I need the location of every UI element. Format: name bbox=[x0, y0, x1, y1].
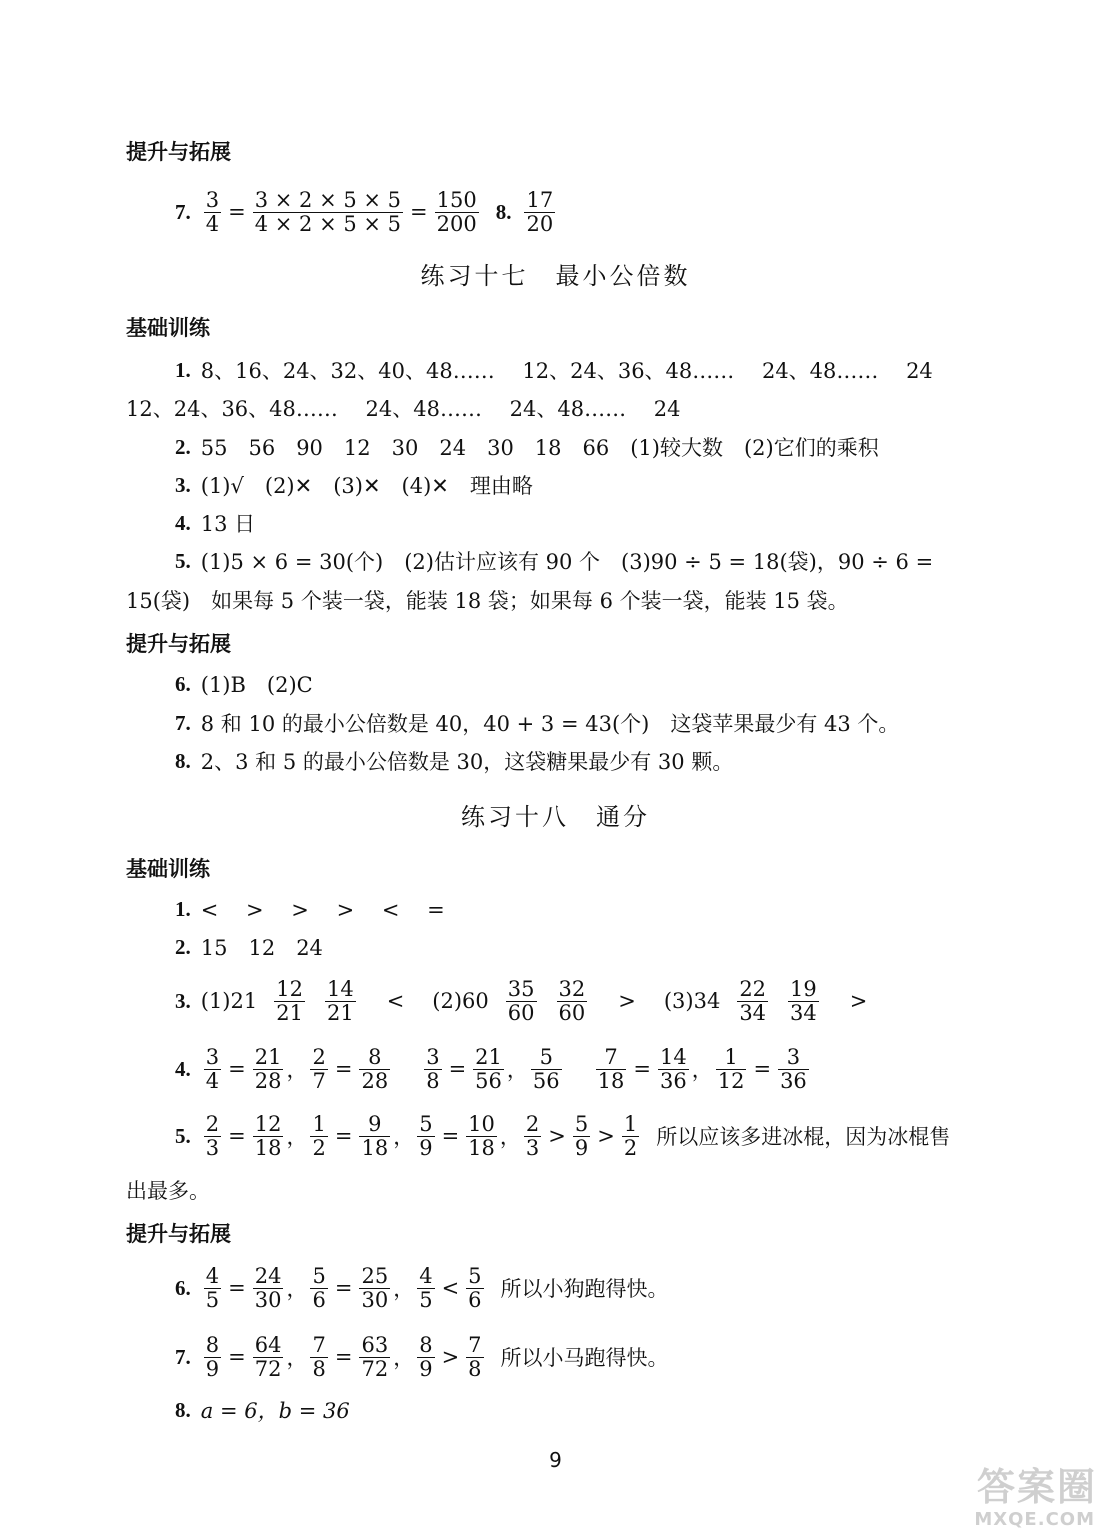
answer-7 bbox=[175, 705, 899, 741]
fraction: $\frac{8}{9}$ bbox=[205, 1333, 220, 1381]
answer-6: 6. $\frac{4}{5}$ = $\frac{24}{30}$ ， $\frac{5}{6}$ = $\frac{25}{30}$ ， $\frac{4}{5}$ < $\frac{5}{6}$ 所以小狗跑得快。 bbox=[175, 1264, 669, 1312]
item-number: 8. bbox=[495, 199, 512, 224]
answer-text: 8 和 10 的最小公倍数是 40，40 + 3 = 43(个) 这袋苹果最少有 43 个。 bbox=[200, 712, 900, 736]
answer-text: 15 12 24 bbox=[200, 936, 323, 960]
answer-4 bbox=[175, 505, 255, 541]
fraction: $\frac{9}{18}$ bbox=[361, 1112, 389, 1160]
fraction: $\frac{5}{9}$ bbox=[574, 1112, 589, 1160]
fraction: $\frac{2}{3}$ bbox=[205, 1112, 220, 1160]
item-number: 6. bbox=[175, 671, 191, 696]
fraction: $\frac{1}{12}$ bbox=[717, 1045, 745, 1093]
item-number: 1. bbox=[175, 357, 191, 382]
answer-text: (1)5 × 6 = 30(个) (2)估计应该有 90 个 (3)90 ÷ 5 = 18(袋)，90 ÷ 6 = bbox=[200, 550, 934, 574]
fraction: $\frac{4}{5}$ bbox=[419, 1264, 433, 1312]
item-number: 3. bbox=[175, 472, 191, 497]
answer-text: 2、3 和 5 的最小公倍数是 30，这袋糖果最少有 30 颗。 bbox=[200, 750, 734, 774]
answer-3 bbox=[175, 467, 533, 503]
item-number: 7. bbox=[175, 199, 191, 224]
item-number: 5. bbox=[175, 548, 191, 573]
fraction: $\frac{21}{28}$ bbox=[254, 1045, 282, 1093]
fraction: $\frac{2}{7}$ bbox=[312, 1045, 326, 1093]
answer-6 bbox=[175, 666, 313, 702]
item-number: 3. bbox=[175, 988, 191, 1013]
watermark-logo bbox=[957, 1456, 1097, 1530]
fraction: $\frac{35}{60}$ bbox=[507, 977, 535, 1025]
item-number: 2. bbox=[175, 934, 191, 959]
fraction: $\frac{8}{9}$ bbox=[419, 1333, 433, 1381]
section-heading: 提升与拓展 bbox=[126, 1222, 231, 1246]
fraction: $\frac{1}{2}$ bbox=[312, 1112, 326, 1160]
answer-text: 出最多。 bbox=[126, 1179, 210, 1203]
section-heading: 提升与拓展 bbox=[126, 632, 231, 656]
exercise-title: 练习十八 通分 bbox=[461, 803, 650, 831]
item-number: 6. bbox=[175, 1275, 191, 1300]
fraction: $\frac{150}{200}$ bbox=[436, 188, 477, 236]
section-heading: 基础训练 bbox=[126, 857, 210, 881]
answer-text: (1)B (2)C bbox=[200, 673, 313, 697]
answer-4: 4. $\frac{3}{4}$ = $\frac{21}{28}$ ， $\frac{2}{7}$ = $\frac{8}{28}$ $\frac{3}{8}$ = $\frac{21}{56}$ ， $\frac{5}{56}$ $\frac{7}{18}$ = $\frac{14}{36}$ ， $\frac{1}{12}$ = $\frac{3}{36}$ bbox=[175, 1045, 807, 1093]
relation: > bbox=[618, 989, 636, 1013]
item-number: 1. bbox=[175, 896, 191, 921]
exercise-title: 练习十七 最小公倍数 bbox=[420, 262, 691, 290]
item-number: 2. bbox=[175, 434, 191, 459]
answer-8 bbox=[175, 1392, 350, 1428]
answer-text: (1)21 bbox=[200, 989, 258, 1013]
fraction: $\frac{3}{4}$ bbox=[205, 188, 220, 236]
fraction: $\frac{22}{34}$ bbox=[739, 977, 767, 1025]
fraction: $\frac{63}{72}$ bbox=[361, 1333, 389, 1381]
watermark-url: MXQE.COM bbox=[974, 1509, 1095, 1530]
fraction: $\frac{1}{2}$ bbox=[623, 1112, 638, 1160]
answer-text: 55 56 90 12 30 24 30 18 66 (1)较大数 (2)它们的乘积 bbox=[200, 436, 879, 460]
watermark-text: 答案圈 bbox=[976, 1465, 1097, 1509]
relation: < bbox=[386, 989, 405, 1013]
relation: > bbox=[849, 989, 868, 1013]
item-number: 7. bbox=[175, 710, 191, 735]
item-number: 4. bbox=[175, 510, 191, 535]
answer-5-continued bbox=[126, 582, 849, 618]
fraction: $\frac{25}{30}$ bbox=[361, 1264, 389, 1312]
fraction: $\frac{7}{18}$ bbox=[597, 1045, 625, 1093]
item-number: 8. bbox=[175, 748, 191, 773]
fraction: $\frac{5}{9}$ bbox=[419, 1112, 433, 1160]
answer-text: 15(袋) 如果每 5 个装一袋，能装 18 袋；如果每 6 个装一袋，能装 15 袋。 bbox=[126, 589, 849, 613]
fraction: $\frac{64}{72}$ bbox=[254, 1333, 282, 1381]
answer-5-continued bbox=[126, 1172, 210, 1208]
answer-2 bbox=[175, 929, 323, 965]
answer-7: 7. $\frac{3}{4}$ = $\frac{3 \times 2 \times 5 \times 5}{4 \times 2 \times 5 \times 5}$ = $\frac{150}{200}$ 8. $\frac{17}{20}$ bbox=[175, 188, 554, 236]
answer-text: (3)34 bbox=[663, 989, 721, 1013]
fraction: $\frac{10}{18}$ bbox=[468, 1112, 495, 1160]
fraction: $\frac{2}{3}$ bbox=[525, 1112, 540, 1160]
answer-text: < > > > < = bbox=[200, 898, 445, 922]
item-number: 7. bbox=[175, 1344, 191, 1369]
fraction: $\frac{24}{30}$ bbox=[254, 1264, 282, 1312]
answer-2 bbox=[175, 429, 879, 465]
fraction: $\frac{3 \times 2 \times 5 \times 5}{4 \times 2 \times 5 \times 5}$ bbox=[254, 188, 402, 236]
answer-text: 13 日 bbox=[200, 512, 256, 536]
fraction: $\frac{7}{8}$ bbox=[312, 1333, 326, 1381]
answer-1 bbox=[175, 891, 445, 927]
answer-text: 8、16、24、32、40、48…… 12、24、36、48…… 24、48…… 24 bbox=[200, 359, 933, 383]
fraction: $\frac{17}{20}$ bbox=[526, 188, 554, 236]
fraction: $\frac{5}{6}$ bbox=[312, 1264, 326, 1312]
item-number: 8. bbox=[175, 1397, 191, 1422]
page-number: 9 bbox=[549, 1448, 562, 1472]
answer-7: 7. $\frac{8}{9}$ = $\frac{64}{72}$ ， $\frac{7}{8}$ = $\frac{63}{72}$ ， $\frac{8}{9}$ > $\frac{7}{8}$ 所以小马跑得快。 bbox=[175, 1333, 669, 1381]
item-number: 5. bbox=[175, 1123, 191, 1148]
item-number: 4. bbox=[175, 1056, 191, 1081]
section-heading: 基础训练 bbox=[126, 316, 210, 340]
fraction: $\frac{3}{8}$ bbox=[426, 1045, 440, 1093]
answer-text: 所以应该多进冰棍，因为冰棍售 bbox=[656, 1125, 951, 1149]
answer-1 bbox=[175, 352, 933, 388]
fraction: $\frac{32}{60}$ bbox=[558, 977, 586, 1025]
answer-text: (1)√ (2)✕ (3)✕ (4)✕ 理由略 bbox=[200, 474, 533, 498]
fraction: $\frac{3}{36}$ bbox=[780, 1045, 807, 1093]
answer-text: 所以小马跑得快。 bbox=[500, 1346, 669, 1370]
answer-text: a = 6，b = 36 bbox=[200, 1399, 350, 1423]
fraction: $\frac{21}{56}$ bbox=[475, 1045, 502, 1093]
fraction: $\frac{14}{21}$ bbox=[326, 977, 354, 1025]
fraction: $\frac{12}{18}$ bbox=[254, 1112, 282, 1160]
fraction: $\frac{7}{8}$ bbox=[468, 1333, 482, 1381]
fraction: $\frac{5}{6}$ bbox=[468, 1264, 482, 1312]
answer-text: (2)60 bbox=[432, 989, 489, 1013]
answer-8 bbox=[175, 743, 733, 779]
fraction: $\frac{5}{56}$ bbox=[532, 1045, 560, 1093]
fraction: $\frac{14}{36}$ bbox=[659, 1045, 687, 1093]
fraction: $\frac{8}{28}$ bbox=[361, 1045, 389, 1093]
answer-text: 所以小狗跑得快。 bbox=[500, 1277, 669, 1301]
section-heading: 提升与拓展 bbox=[126, 140, 231, 164]
fraction: $\frac{12}{21}$ bbox=[276, 977, 303, 1025]
answer-5 bbox=[175, 543, 933, 579]
answer-3 bbox=[175, 973, 867, 1029]
answer-5: 5. $\frac{2}{3}$ = $\frac{12}{18}$ ， $\frac{1}{2}$ = $\frac{9}{18}$ ， $\frac{5}{9}$ = $\frac{10}{18}$ ， $\frac{2}{3}$ > $\frac{5}{9}$ > $\frac{1}{2}$ 所以应该多进冰棍，因为冰棍售 bbox=[175, 1112, 951, 1160]
fraction: $\frac{4}{5}$ bbox=[205, 1264, 220, 1312]
fraction: $\frac{19}{34}$ bbox=[790, 977, 817, 1025]
answer-text: 12、24、36、48…… 24、48…… 24、48…… 24 bbox=[126, 397, 681, 421]
answer-1-continued bbox=[126, 390, 681, 426]
fraction: $\frac{3}{4}$ bbox=[205, 1045, 220, 1093]
